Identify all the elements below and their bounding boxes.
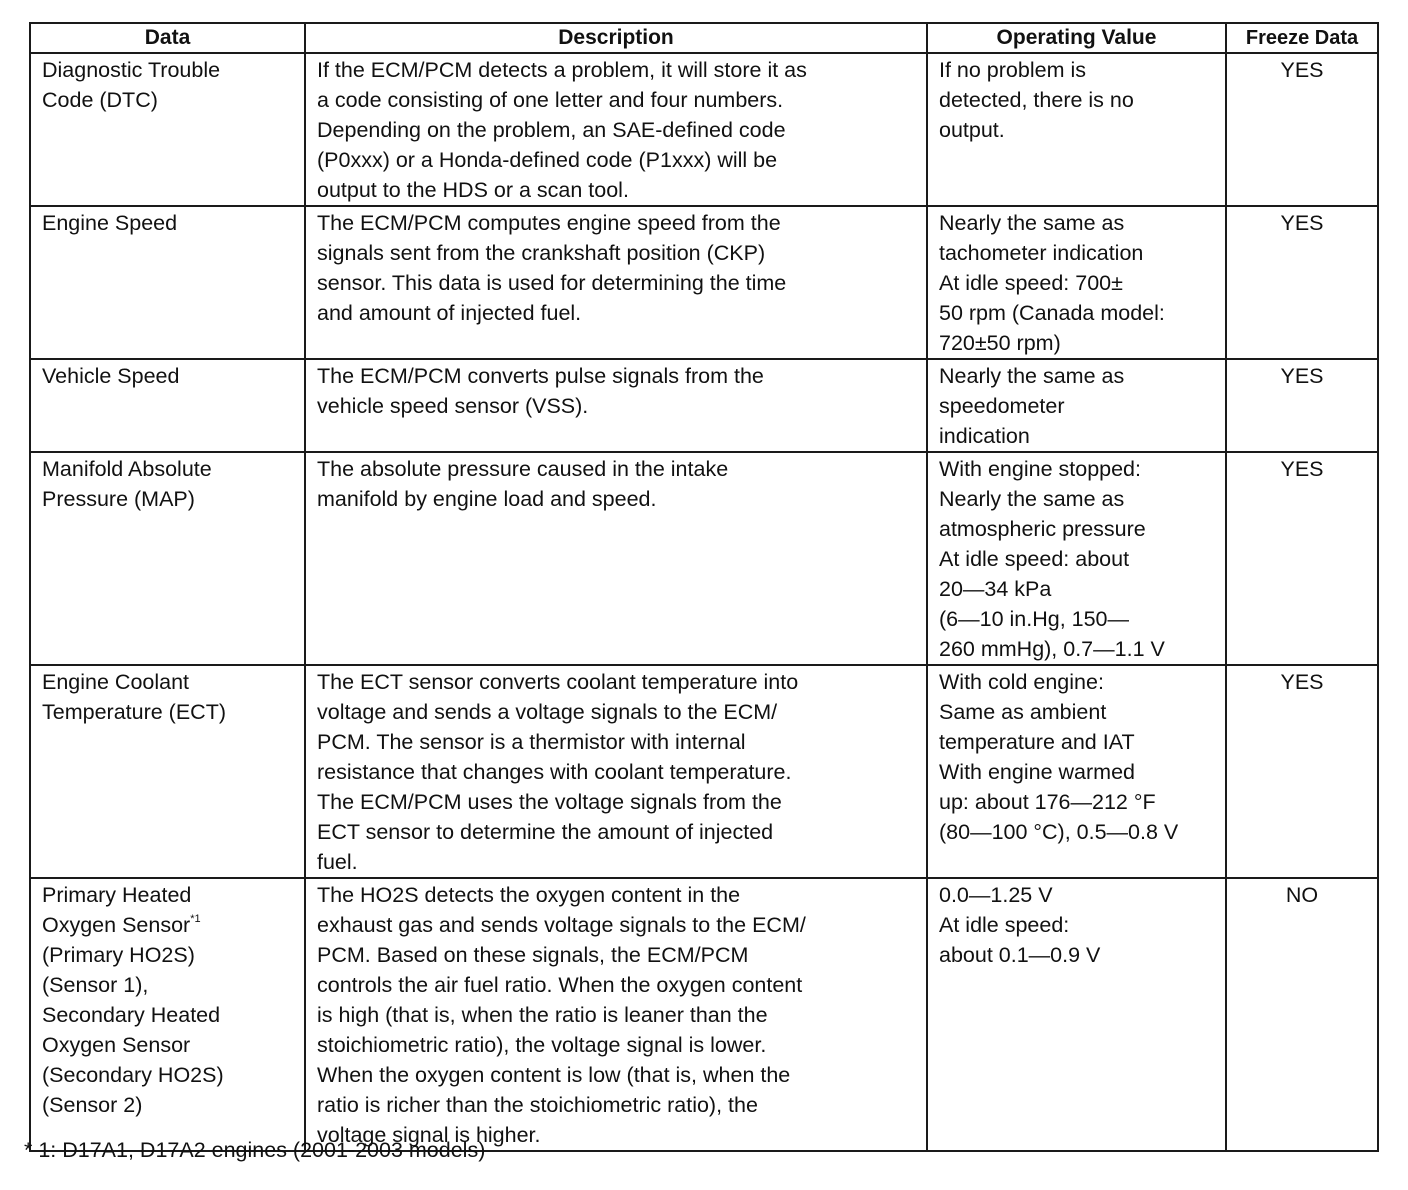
cell-line: stoichiometric ratio), the voltage signal is lower. [317, 1033, 767, 1057]
footnote-marker: *1 [190, 913, 201, 925]
cell-line: The ECM/PCM converts pulse signals from the [317, 364, 764, 388]
cell-freeze-data: YES [1226, 359, 1378, 452]
cell-line: The ECM/PCM computes engine speed from the [317, 211, 781, 235]
cell-line: controls the air fuel ratio. When the oxygen content [317, 973, 803, 997]
cell-line: (Sensor 1), [42, 973, 149, 997]
cell-line: (Secondary HO2S) [42, 1063, 224, 1087]
cell-line: vehicle speed sensor (VSS). [317, 394, 589, 418]
cell-line: 0.0—1.25 V [939, 883, 1053, 907]
cell-description [305, 665, 927, 878]
cell-line: When the oxygen content is low (that is, when the [317, 1063, 791, 1087]
cell-data [30, 359, 305, 452]
cell-operating-value [927, 452, 1226, 665]
cell-operating-value [927, 878, 1226, 1151]
cell-line: The absolute pressure caused in the intake [317, 457, 729, 481]
cell-line: At idle speed: [939, 913, 1070, 937]
cell-line: Manifold Absolute [42, 457, 212, 481]
cell-line: Pressure (MAP) [42, 487, 195, 511]
cell-line: The ECM/PCM uses the voltage signals from the [317, 790, 782, 814]
cell-line: is high (that is, when the ratio is leaner than the [317, 1003, 768, 1027]
footnote: * 1: D17A1, D17A2 engines (2001-2003 models) [24, 1138, 486, 1162]
operating-values-table [29, 22, 1379, 1152]
cell-line: fuel. [317, 850, 358, 874]
cell-freeze-data: YES [1226, 452, 1378, 665]
cell-operating-value [927, 665, 1226, 878]
table-header-row [30, 23, 1378, 53]
cell-freeze-data: YES [1226, 206, 1378, 359]
cell-line: PCM. The sensor is a thermistor with internal [317, 730, 746, 754]
cell-line: indication [939, 424, 1030, 448]
table-row [30, 665, 1378, 878]
cell-line: (6—10 in.Hg, 150— [939, 607, 1130, 631]
cell-freeze-data: YES [1226, 53, 1378, 206]
cell-line: (Primary HO2S) [42, 943, 195, 967]
header-description: Description [305, 23, 927, 53]
cell-line: If the ECM/PCM detects a problem, it will store it as [317, 58, 807, 82]
cell-line: Engine Speed [42, 211, 178, 235]
cell-line: Vehicle Speed [42, 364, 180, 388]
cell-line: 720±50 rpm) [939, 331, 1061, 355]
cell-line: Oxygen Sensor [42, 1033, 191, 1057]
cell-line: The HO2S detects the oxygen content in the [317, 883, 741, 907]
cell-line: tachometer indication [939, 241, 1144, 265]
header-data: Data [30, 23, 305, 53]
cell-line: 50 rpm (Canada model: [939, 301, 1165, 325]
cell-line: (P0xxx) or a Honda-defined code (P1xxx) will be [317, 148, 778, 172]
cell-line: At idle speed: about [939, 547, 1130, 571]
cell-line: Temperature (ECT) [42, 700, 226, 724]
cell-line [42, 910, 294, 940]
cell-line: voltage and sends a voltage signals to the ECM/ [317, 700, 778, 724]
cell-line: With engine warmed [939, 760, 1135, 784]
cell-line: signals sent from the crankshaft position (CKP) [317, 241, 766, 265]
cell-line: Primary Heated [42, 883, 192, 907]
cell-data [30, 452, 305, 665]
cell-line: Nearly the same as [939, 487, 1125, 511]
cell-line: and amount of injected fuel. [317, 301, 582, 325]
cell-line: Same as ambient [939, 700, 1107, 724]
cell-line: Nearly the same as [939, 211, 1125, 235]
cell-line: exhaust gas and sends voltage signals to the ECM/ [317, 913, 806, 937]
cell-line: (80—100 °C), 0.5—0.8 V [939, 820, 1179, 844]
cell-description [305, 206, 927, 359]
cell-line: At idle speed: 700± [939, 271, 1123, 295]
cell-freeze-data: YES [1226, 665, 1378, 878]
cell-line: With engine stopped: [939, 457, 1141, 481]
table-row [30, 878, 1378, 1151]
cell-line: about 0.1—0.9 V [939, 943, 1101, 967]
cell-data [30, 665, 305, 878]
cell-line: atmospheric pressure [939, 517, 1146, 541]
cell-line: ECT sensor to determine the amount of injected [317, 820, 774, 844]
cell-line: 20—34 kPa [939, 577, 1052, 601]
cell-line: Diagnostic Trouble [42, 58, 221, 82]
table-row [30, 206, 1378, 359]
cell-line: The ECT sensor converts coolant temperature into [317, 670, 799, 694]
header-freeze-data: Freeze Data [1226, 23, 1378, 53]
cell-description [305, 452, 927, 665]
cell-data [30, 53, 305, 206]
cell-line: voltage signal is higher. [317, 1123, 541, 1147]
cell-line: PCM. Based on these signals, the ECM/PCM [317, 943, 749, 967]
cell-description [305, 359, 927, 452]
cell-data [30, 206, 305, 359]
cell-operating-value [927, 206, 1226, 359]
cell-line: detected, there is no [939, 88, 1134, 112]
cell-line: up: about 176—212 °F [939, 790, 1156, 814]
cell-line: manifold by engine load and speed. [317, 487, 657, 511]
cell-line: output to the HDS or a scan tool. [317, 178, 629, 202]
cell-line: Secondary Heated [42, 1003, 221, 1027]
cell-line-text: Oxygen Sensor [42, 913, 191, 937]
cell-line: sensor. This data is used for determining the time [317, 271, 787, 295]
table-row [30, 359, 1378, 452]
cell-line: 260 mmHg), 0.7—1.1 V [939, 637, 1165, 661]
cell-operating-value [927, 53, 1226, 206]
cell-line: Engine Coolant [42, 670, 190, 694]
cell-operating-value [927, 359, 1226, 452]
header-operating-value: Operating Value [927, 23, 1226, 53]
cell-freeze-data: NO [1226, 878, 1378, 1151]
cell-line: output. [939, 118, 1005, 142]
cell-line: resistance that changes with coolant temperature. [317, 760, 792, 784]
cell-description [305, 53, 927, 206]
cell-line: (Sensor 2) [42, 1093, 143, 1117]
cell-line: ratio is richer than the stoichiometric ratio), the [317, 1093, 758, 1117]
cell-line: Depending on the problem, an SAE-defined code [317, 118, 786, 142]
cell-description [305, 878, 927, 1151]
cell-line: Code (DTC) [42, 88, 158, 112]
cell-line: Nearly the same as [939, 364, 1125, 388]
table-row [30, 53, 1378, 206]
cell-line: temperature and IAT [939, 730, 1135, 754]
cell-line: a code consisting of one letter and four numbers. [317, 88, 784, 112]
cell-line: speedometer [939, 394, 1065, 418]
cell-line: If no problem is [939, 58, 1086, 82]
cell-line: With cold engine: [939, 670, 1104, 694]
table-row [30, 452, 1378, 665]
cell-data [30, 878, 305, 1151]
